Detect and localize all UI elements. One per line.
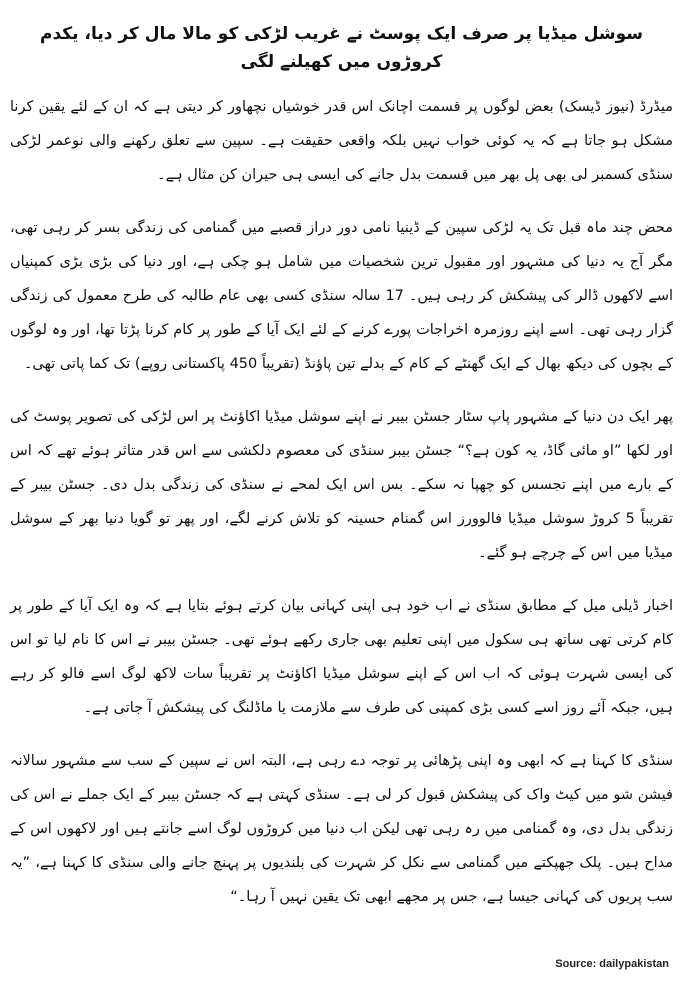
source-credit: Source: dailypakistan (555, 958, 669, 970)
article-paragraph: محض چند ماہ قبل تک یہ لڑکی سپین کے ڈینیا نامی دور دراز قصبے میں گمنامی کی زندگی بسر کر رہی تھی، مگر آج یہ دنیا کی مشہور اور مقبول ترین شخصیات میں شامل ہو چکی ہے، اور دنیا کی بڑی بڑی کمپنیاں اسے لاکھوں ڈالر کی پیشکش کر رہی ہیں۔ 17 سالہ سنڈی کسی بھی عام طالبہ کی طرح معمول کی زندگی گزار رہی تھی۔ اسے اپنے روزمرہ اخراجات پورے کرنے کے لئے ایک آیا کے طور پر کام کرنا پڑتا تھا، اور وہ لوگوں کے بچوں کی دیکھ بھال کے ایک گھنٹے کے کام کے بدلے تین پاؤنڈ (تقریباً 450 پاکستانی روپے) تک کما پاتی تھی۔ (10, 220, 673, 372)
article-headline: سوشل میڈیا پر صرف ایک پوسٹ نے غریب لڑکی کو مالا مال کر دیا، یکدم کروڑوں میں کھیلنے لگی (40, 24, 643, 72)
article-paragraph: میڈرڈ (نیوز ڈیسک) بعض لوگوں پر قسمت اچانک اس قدر خوشیاں نچھاور کر دیتی ہے کہ ان کے لئے یقین کرنا مشکل ہو جاتا ہے کہ یہ کوئی خواب نہیں بلکہ واقعی حقیقت ہے۔ سپین سے تعلق رکھنے والی نوعمر لڑکی سنڈی کسمبر لی بھی پل بھر میں قسمت بدل جانے کی ایسی ہی حیران کن مثال ہے۔ (10, 99, 673, 183)
article-paragraph: اخبار ڈیلی میل کے مطابق سنڈی نے اب خود ہی اپنی کہانی بیان کرتے ہوئے بتایا ہے کہ وہ ایک آیا کے طور پر کام کرتی تھی ساتھ ہی سکول میں اپنی تعلیم بھی جاری رکھے ہوئے تھی۔ جسٹن بیبر نے اس کا نام لیا تو اس کی ایسی شہرت ہوئی کہ اب اس کے اپنے سوشل میڈیا اکاؤنٹ پر تقریباً سات لاکھ لوگ اسے فالو کر رہے ہیں، جبکہ آئے روز اسے کسی بڑی کمپنی کی طرف سے ملازمت یا ماڈلنگ کی پیشکش آ جاتی ہے۔ (10, 598, 673, 716)
article-body (10, 90, 673, 914)
article-paragraph: سنڈی کا کہنا ہے کہ ابھی وہ اپنی پڑھائی پر توجہ دے رہی ہے، البتہ اس نے سپین کے سب سے مشہور سالانہ فیشن شو میں کیٹ واک کی پیشکش قبول کر لی ہے۔ سنڈی کہتی ہے کہ جسٹن بیبر کے ایک جملے نے اس کی زندگی بدل دی، وہ گمنامی میں رہ رہی تھی لیکن اب دنیا میں کروڑوں لوگ اسے جانتے ہیں اور لاکھوں اس کے مداح ہیں۔ پلک جھپکتے میں گمنامی سے نکل کر شہرت کی بلندیوں پر پہنچ جانے والی سنڈی کا کہنا ہے، ”یہ سب پریوں کی کہانی جیسا ہے، جس پر مجھے ابھی تک یقین نہیں آ رہا۔“ (10, 753, 673, 905)
article-paragraph: پھر ایک دن دنیا کے مشہور پاپ سٹار جسٹن بیبر نے اپنے سوشل میڈیا اکاؤنٹ پر اس لڑکی کی تصویر پوسٹ کی اور لکھا ”او مائی گاڈ، یہ کون ہے؟“ جسٹن بیبر سنڈی کی معصوم دلکشی سے اس قدر متاثر ہوئے تھے کہ اس کے بارے میں اپنے تجسس کو چھپا نہ سکے۔ بس اس ایک لمحے نے سنڈی کی زندگی بدل دی۔ جسٹن بیبر کے تقریباً 5 کروڑ سوشل میڈیا فالوورز اس گمنام حسینہ کو تلاش کرنے لگے، اور پھر تو گویا دنیا بھر کے سوشل میڈیا میں اس کے چرچے ہو گئے۔ (10, 409, 673, 561)
